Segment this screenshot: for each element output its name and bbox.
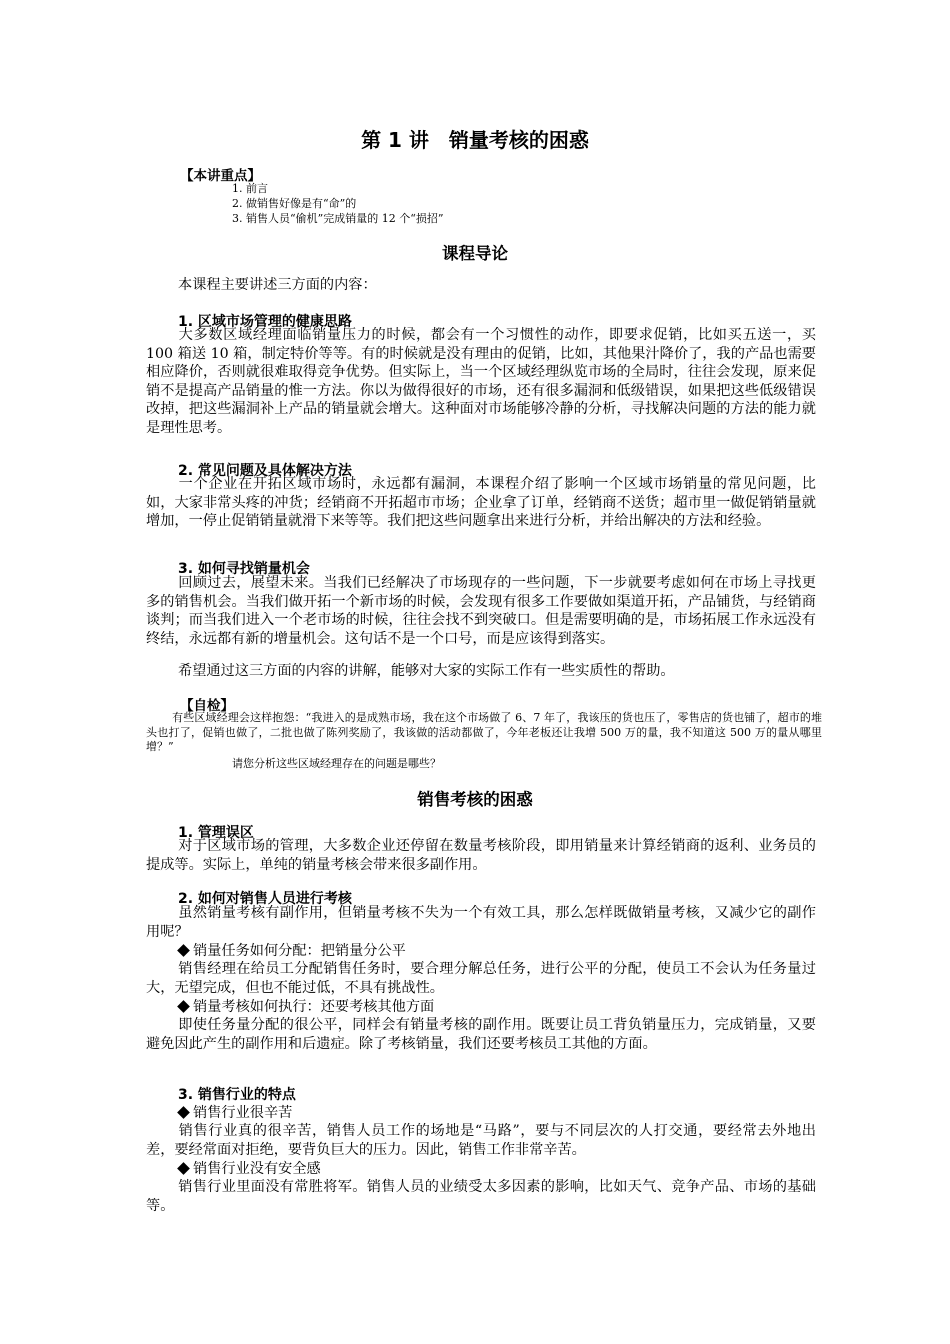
assess-s2-bullet-1 xyxy=(176,942,406,960)
intro-lead-para xyxy=(146,276,816,295)
self-check-text: 有些区域经理会这样抱怨：“我进入的是成熟市场，我在这个市场做了 6、7 年了，我该压的货也压了，零售店的货也铺了，超市的堆头也打了，促销也做了，二批也做了陈列奖励了，我该做的活动都做了，今年老板还让我增 500 万的量，我不知道这 500 万的量从哪里增？” xyxy=(146,711,822,754)
intro-s3-heading: 3. 如何寻找销量机会 xyxy=(178,561,310,577)
intro-s1-para xyxy=(146,326,816,438)
assess-s3-b2-para xyxy=(146,1178,816,1215)
intro-closing: 希望通过这三方面的内容的讲解，能够对大家的实际工作有一些实质性的帮助。 xyxy=(178,663,675,679)
diamond-bullet-icon xyxy=(177,1162,190,1175)
intro-s3-body: 回顾过去，展望未来。当我们已经解决了市场现存的一些问题，下一步就要考虑如何在市场上寻找更多的销售机会。当我们做开拓一个新市场的时候，会发现有很多工作要做如渠道开拓，产品铺货，与经销商谈判；而当我们进入一个老市场的时候，往往会找不到突破口。但是需要明确的是，市场拓展工作永远没有终结，永远都有新的增量机会。这句话不是一个口号，而是应该得到落实。 xyxy=(146,575,816,647)
diamond-bullet-icon xyxy=(177,1106,190,1119)
lecture-title: 第 1 讲 销量考核的困惑 xyxy=(361,128,589,152)
intro-s1-body: 大多数区域经理面临销量压力的时候，都会有一个习惯性的动作，即要求促销，比如买五送一，买 100 箱送 10 箱，制定特价等等。有的时候就是没有理由的促销，比如，其他果汁降价了，我的产品也需要相应降价，否则就很难取得竞争优势。但实际上，当一个区域经理纵览市场的全局时，往往会发现，原来促销不是提高产品销量的惟一方法。你以为做得很好的市场，还有很多漏洞和低级错误，如果把这些低级错误改掉，把这些漏洞补上产品的销量就会增大。这种面对市场能够冷静的分析，寻找解决问题的方法的能力就是理性思考。 xyxy=(146,327,816,436)
assess-s1-body: 对于区域市场的管理，大多数企业还停留在数量考核阶段，即用销量来计算经销商的返利、业务员的提成等。实际上，单纯的销量考核会带来很多副作用。 xyxy=(146,838,816,873)
key-points-list xyxy=(232,181,443,226)
assess-s3-bullet-1 xyxy=(176,1104,292,1122)
bullet-label: 销售行业很辛苦 xyxy=(193,1105,293,1121)
intro-closing-para xyxy=(146,662,816,681)
assess-s2-body: 虽然销量考核有副作用，但销量考核不失为一个有效工具，那么怎样既做销量考核，又减少它的副作用呢？ xyxy=(146,905,816,940)
self-check-para xyxy=(146,711,822,755)
bullet-label: 销售行业没有安全感 xyxy=(193,1161,321,1177)
intro-title: 课程导论 xyxy=(442,244,508,263)
intro-lead: 本课程主要讲述三方面的内容： xyxy=(178,277,377,293)
assess-s2-b2-para xyxy=(146,1016,816,1053)
assess-s1-para xyxy=(146,837,816,874)
assessment-title: 销售考核的困惑 xyxy=(417,790,533,809)
diamond-bullet-icon xyxy=(177,944,190,957)
key-point-item: 2. 做销售好像是有“命”的 xyxy=(232,197,357,210)
intro-s1-heading: 1. 区域市场管理的健康思路 xyxy=(178,314,352,330)
self-check-question: 请您分析这些区域经理存在的问题是哪些？ xyxy=(232,757,441,770)
assess-s3-b1-body: 销售行业真的很辛苦，销售人员工作的场地是“马路”，要与不同层次的人打交通，要经常去外地出差，要经常面对拒绝，要背负巨大的压力。因此，销售工作非常辛苦。 xyxy=(146,1123,816,1158)
assess-s2-b1-body: 销售经理在给员工分配销售任务时，要合理分解总任务，进行公平的分配，使员工不会认为任务量过大，无望完成，但也不能过低，不具有挑战性。 xyxy=(146,961,816,996)
key-points-heading: 【本讲重点】 xyxy=(180,168,261,184)
assess-s2-b1-para xyxy=(146,960,816,997)
bullet-label: 销量任务如何分配：把销量分公平 xyxy=(193,943,406,959)
assess-s1-heading: 1. 管理误区 xyxy=(178,825,254,841)
intro-s2-body: 一个企业在开拓区域市场时，永远都有漏洞，本课程介绍了影响一个区域市场销量的常见问题，比如，大家非常头疼的冲货；经销商不开拓超市市场；企业拿了订单，经销商不送货；超市里一做促销销量就增加，一停止促销销量就滑下来等等。我们把这些问题拿出来进行分析，并给出解决的方法和经验。 xyxy=(146,476,816,530)
assess-s2-bullet-2 xyxy=(176,998,434,1016)
intro-s3-para xyxy=(146,574,816,648)
assess-s2-b2-body: 即使任务量分配的很公平，同样会有销量考核的副作用。既要让员工背负销量压力，完成销量，又要避免因此产生的副作用和后遗症。除了考核销量，我们还要考核员工其他的方面。 xyxy=(146,1017,816,1052)
key-point-item: 1. 前言 xyxy=(232,182,268,195)
intro-s2-heading: 2. 常见问题及具体解决方法 xyxy=(178,463,352,479)
bullet-label: 销量考核如何执行：还要考核其他方面 xyxy=(193,999,435,1015)
assess-s2-para xyxy=(146,904,816,941)
diamond-bullet-icon xyxy=(177,1000,190,1013)
assess-s3-bullet-2 xyxy=(176,1160,321,1178)
assess-s3-b2-body: 销售行业里面没有常胜将军。销售人员的业绩受太多因素的影响，比如天气、竞争产品、市场的基础等。 xyxy=(146,1179,816,1214)
self-check-heading: 【自检】 xyxy=(180,698,234,714)
assess-s3-b1-para xyxy=(146,1122,816,1159)
key-point-item: 3. 销售人员“偷机”完成销量的 12 个“损招” xyxy=(232,212,444,225)
intro-s2-para xyxy=(146,475,816,531)
assess-s2-heading: 2. 如何对销售人员进行考核 xyxy=(178,891,352,907)
assess-s3-heading: 3. 销售行业的特点 xyxy=(178,1087,296,1103)
